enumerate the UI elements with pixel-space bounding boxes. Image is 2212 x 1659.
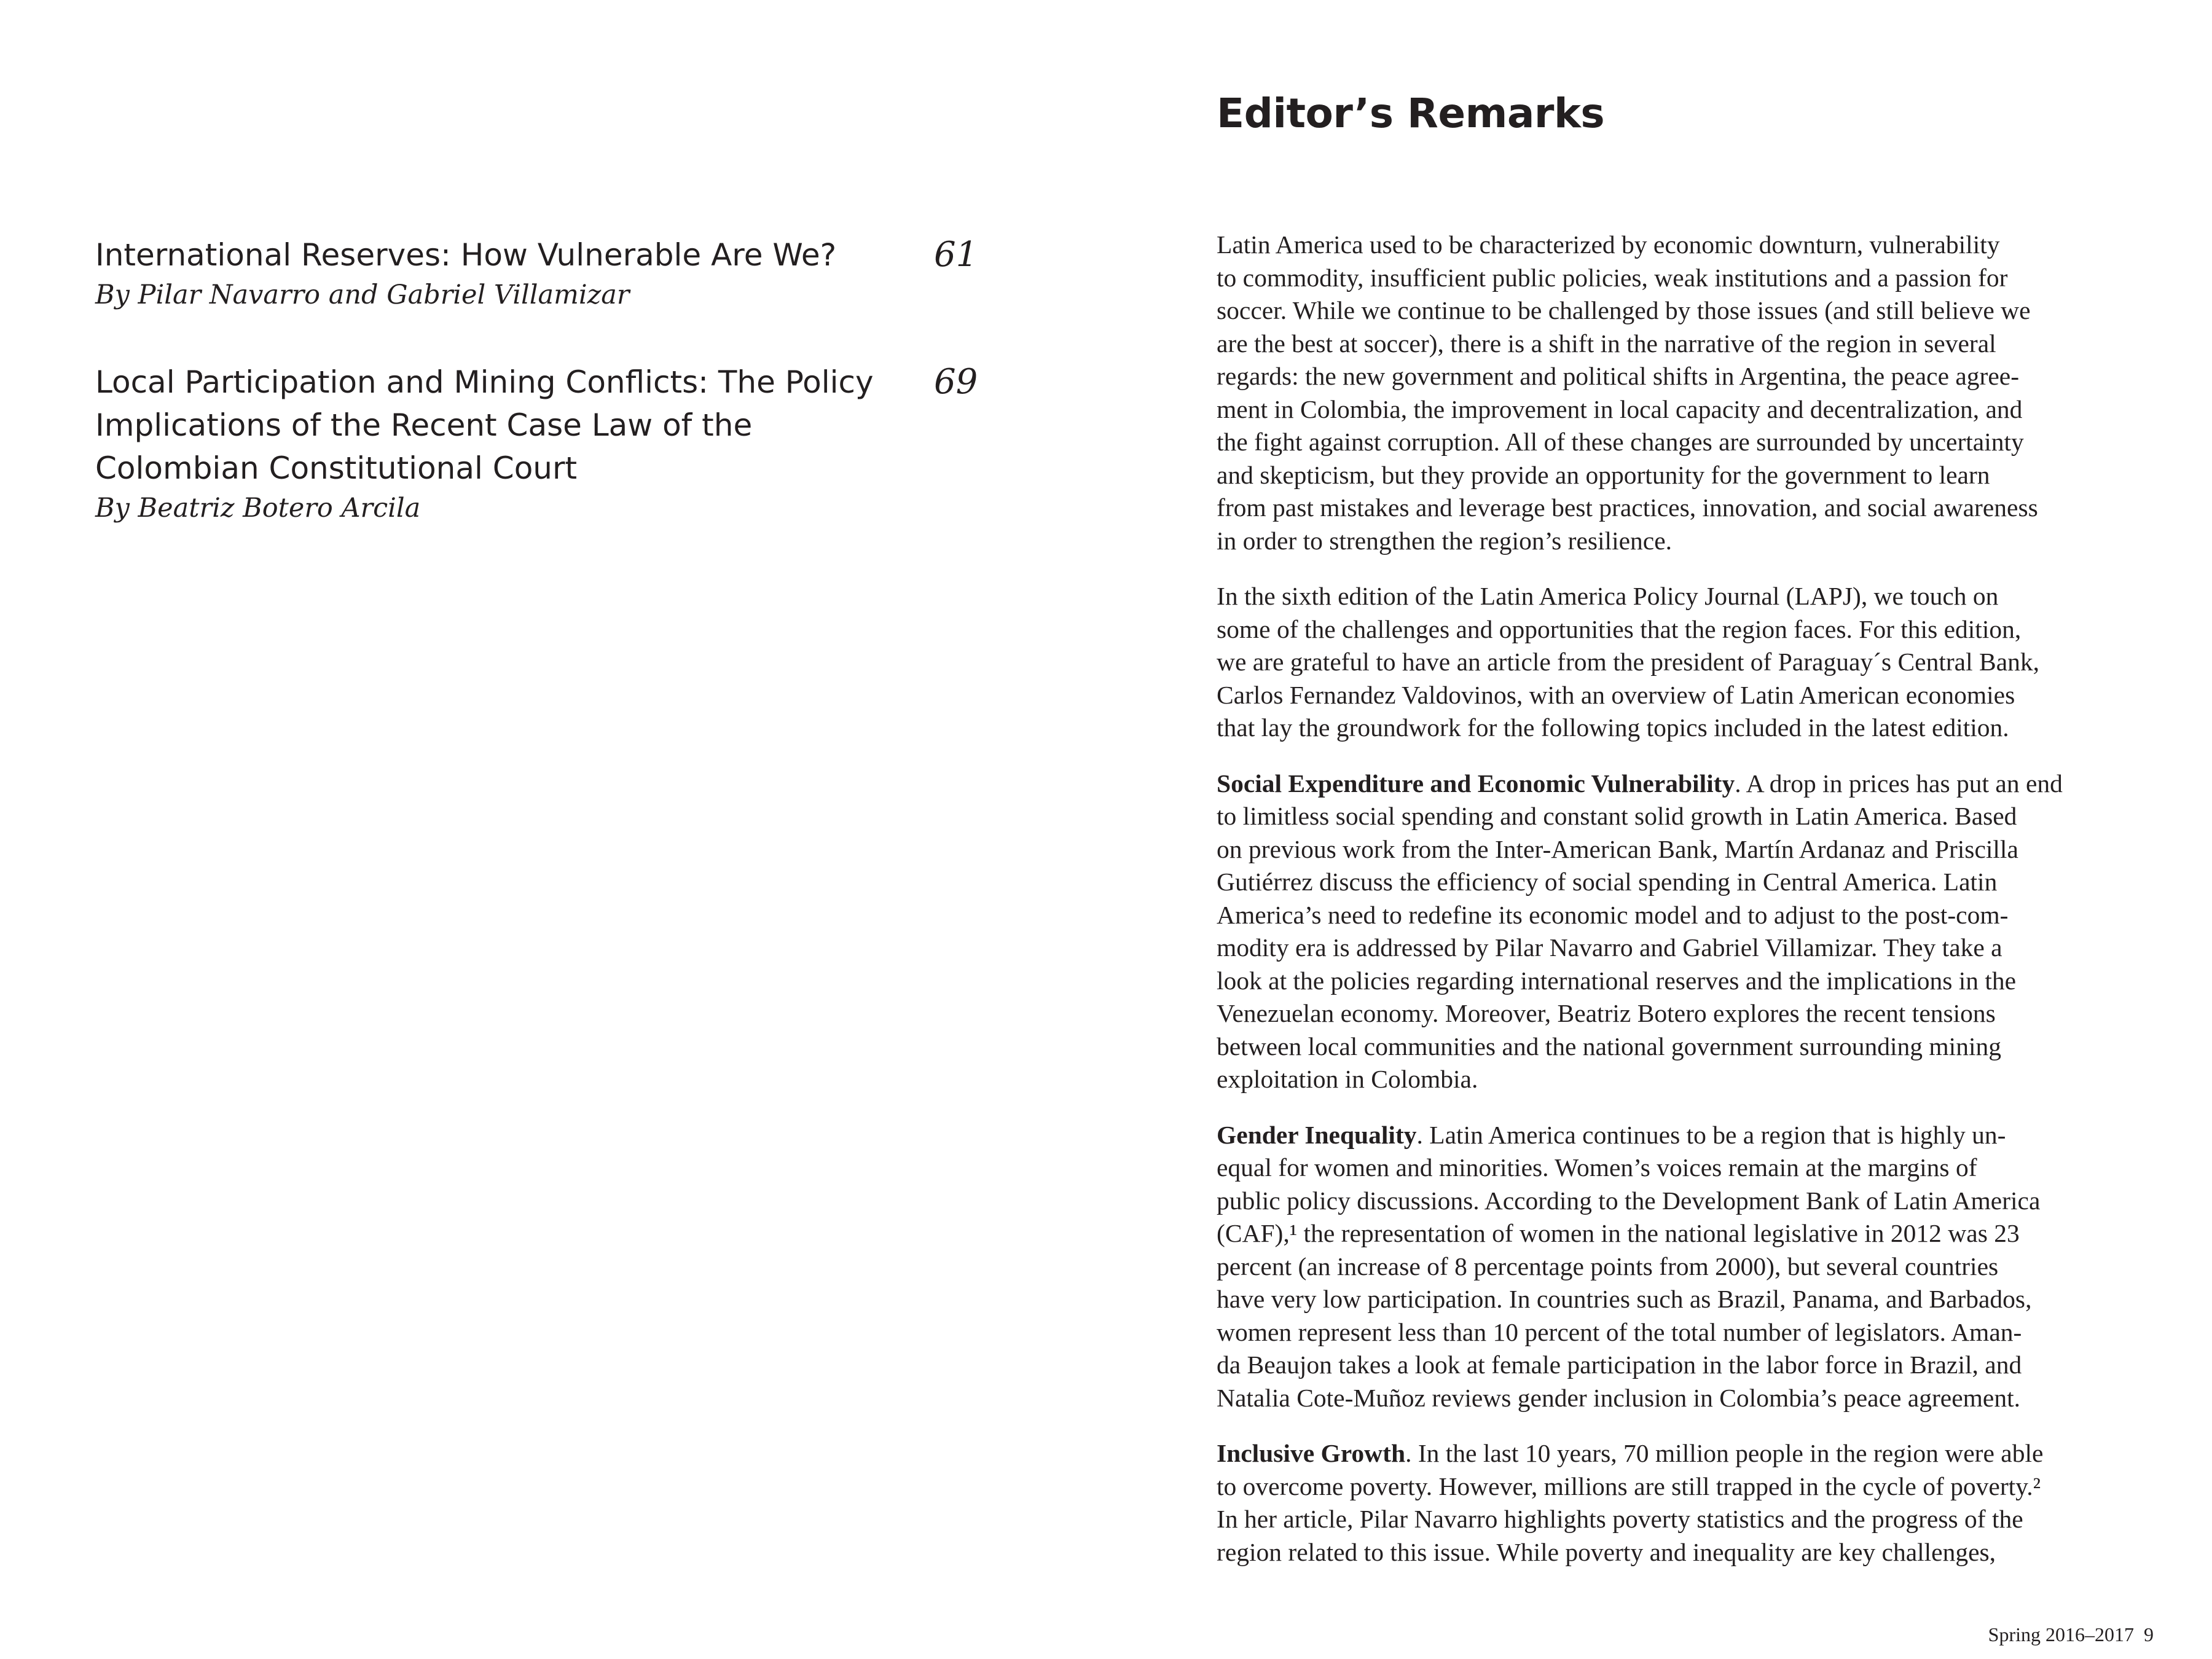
paragraph-text: . In the last 10 years, 70 million people in the region were able to overcome poverty. However, millions are still trapped in the cycle of poverty.² In her article, Pilar Navarro highlights poverty statistics and the progress of the region related to this issue. While poverty and inequality are key challenges,	[1217, 1439, 2044, 1566]
paragraph-text: . Latin America continues to be a region that is highly un- equal for women and minorities. Women’s voices remain at the margins of public policy discussions. According to the Development Bank of Latin America (CAF),¹ the representation of women in the national legislative in 2012 was 23 percent (an increase of 8 percentage points from 2000), but several countries have very low participation. In countries such as Brazil, Panama, and Barbados, women represent less than 10 percent of the total number of legislators. Aman- da Beaujon takes a look at female participation in the labor force in Brazil, and Natalia Cote-Muñoz reviews gender inclusion in Colombia’s peace agreement.	[1217, 1120, 2041, 1412]
toc-entry-international-reserves[interactable]	[95, 233, 919, 313]
toc-entry-title: International Reserves: How Vulnerable Are We?	[95, 237, 837, 273]
article-paragraph	[1217, 580, 2138, 745]
article-paragraph	[1217, 1437, 2138, 1569]
issue-label: Spring 2016–2017	[1988, 1623, 2134, 1645]
paragraph-text: Latin America used to be characterized by economic downturn, vulnerability to commodity, insufficient public policies, weak institutions and a passion for soccer. While we continue to be challenged by those issues (and still believe we are the best at soccer), there is a shift in the narrative of the region in several regards: the new government and political shifts in Argentina, the peace agree- ment in Colombia, the improvement in local capacity and decentralization, and the fight against corruption. All of these changes are surrounded by uncertainty and skepticism, but they provide an opportunity for the government to learn from past mistakes and leverage best practices, innovation, and social awareness in order to strengthen the region’s resilience.	[1217, 230, 2038, 555]
article-body	[1217, 229, 2138, 1591]
article-paragraph	[1217, 1119, 2138, 1415]
toc-entry-author: By Beatriz Botero Arcila	[95, 493, 421, 524]
paragraph-text: . A drop in prices has put an end to limitless social spending and constant solid growth in Latin America. Based on previous work from the Inter-American Bank, Martín Ardanaz and Priscilla Gutiérrez discuss the efficiency of social spending in Central America. Latin America’s need to redefine its economic model and to adjust to the post-com- modity era is addressed by Pilar Navarro and Gabriel Villamizar. They take a look at the policies regarding international reserves and the implications in the Venezuelan economy. Moreover, Beatriz Botero explores the recent tensions between local communities and the national government surrounding mining exploitation in Colombia.	[1217, 769, 2063, 1093]
page-title: Editor’s Remarks	[1217, 90, 1605, 137]
paragraph-lead: Gender Inequality	[1217, 1120, 1417, 1149]
paragraph-lead: Inclusive Growth	[1217, 1439, 1406, 1467]
toc-entry-author: By Pilar Navarro and Gabriel Villamizar	[95, 280, 630, 310]
page-number: 9	[2144, 1623, 2154, 1645]
toc-entry-title: Local Participation and Mining Conflicts: The Policy Implications of the Recent Case Law of the Colombian Constitutional Court	[95, 364, 874, 486]
paragraph-lead: Social Expenditure and Economic Vulnerability	[1217, 769, 1735, 798]
paragraph-text: In the sixth edition of the Latin America Policy Journal (LAPJ), we touch on some of the challenges and opportunities that the region faces. For this edition, we are grateful to have an article from the president of Paraguay´s Central Bank, Carlos Fernandez Valdovinos, with an overview of Latin American economies that lay the groundwork for the following topics included in the latest edition.	[1217, 582, 2039, 742]
toc-entry-page-number: 69	[934, 362, 978, 402]
toc-entry-page-number: 61	[934, 235, 978, 275]
article-paragraph	[1217, 767, 2138, 1096]
page-footer	[1988, 1622, 2154, 1647]
toc-entry-local-participation[interactable]	[95, 361, 919, 527]
article-paragraph	[1217, 229, 2138, 557]
